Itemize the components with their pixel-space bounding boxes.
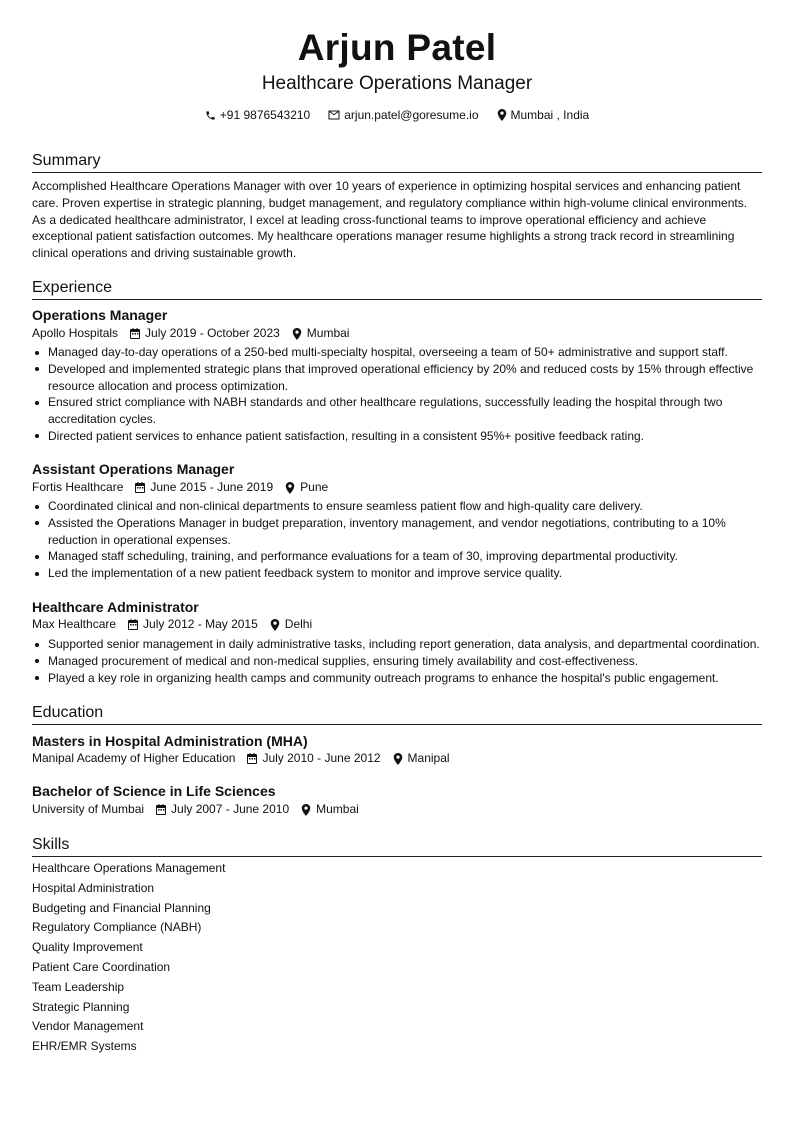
education-heading: Education [32, 702, 762, 725]
job-location: Mumbai [306, 326, 350, 340]
skill-item: Vendor Management [32, 1019, 144, 1034]
phone-text: +91 9876543210 [219, 108, 311, 122]
list-item: Managed day-to-day operations of a 250-bed multi-specialty hospital, overseeing a team of 50+ administrative and support staff. [32, 344, 767, 361]
phone-icon [205, 110, 216, 121]
job-bullets [32, 498, 767, 582]
location-pin-icon [497, 109, 507, 121]
contact-location [497, 108, 590, 122]
skill-item: Team Leadership [32, 979, 125, 994]
list-item: Ensured strict compliance with NABH standards and other healthcare regulations, successfully leading the hospital through two accreditation cycles. [32, 394, 767, 428]
list-item: Directed patient services to enhance patient satisfaction, resulting in a consistent 95%+ positive feedback rating. [32, 428, 767, 445]
job-title: Operations Manager [32, 307, 168, 323]
location-pin-icon [292, 328, 302, 340]
company-name: Apollo Hospitals [32, 326, 119, 340]
education-meta [32, 750, 450, 767]
contact-bar [0, 106, 794, 124]
calendar-icon [135, 482, 145, 493]
skills-heading: Skills [32, 834, 762, 857]
list-item: Led the implementation of a new patient feedback system to monitor and improve service quality. [32, 565, 767, 582]
education-meta [32, 801, 359, 818]
education-location: Manipal [407, 751, 450, 765]
summary-text: Accomplished Healthcare Operations Manager with over 10 years of experience in optimizing hospital services and enhancing patient care. Proven expertise in strategic planning, budget management, and regulatory compliance within high-volume clinical environments. As a dedicated healthcare administrator, I excel at leading cross-functional teams to improve operational efficiency and achieve exceptional patient satisfaction outcomes. My healthcare operations manager resume highlights a strong track record in streamlining clinical operations and driving sustainable growth. [32, 179, 748, 261]
skill-item: Hospital Administration [32, 880, 155, 895]
skill-item: Healthcare Operations Management [32, 861, 226, 875]
list-item: Coordinated clinical and non-clinical departments to ensure seamless patient flow and high-quality care delivery. [32, 498, 767, 515]
job-location: Pune [300, 480, 329, 494]
envelope-icon [328, 110, 340, 120]
company-name: Max Healthcare [32, 617, 117, 631]
company-name: Fortis Healthcare [32, 480, 124, 494]
job-meta [32, 616, 312, 633]
job-dates: June 2015 - June 2019 [150, 480, 274, 494]
calendar-icon [128, 619, 138, 630]
list-item: Supported senior management in daily administrative tasks, including report generation, data analysis, and departmental coordination. [32, 636, 767, 653]
job-title: Assistant Operations Manager [32, 461, 235, 477]
degree-title: Masters in Hospital Administration (MHA) [32, 733, 308, 749]
skill-item: Patient Care Coordination [32, 959, 171, 974]
list-item: Managed staff scheduling, training, and performance evaluations for a team of 30, improving departmental productivity. [32, 548, 767, 565]
job-meta [32, 325, 349, 342]
location-text: Mumbai , India [510, 108, 590, 122]
skill-item: Regulatory Compliance (NABH) [32, 920, 202, 935]
school-name: University of Mumbai [32, 802, 145, 816]
location-pin-icon [285, 482, 295, 494]
skill-item: Budgeting and Financial Planning [32, 900, 211, 915]
degree-title: Bachelor of Science in Life Sciences [32, 783, 276, 799]
list-item: Managed procurement of medical and non-medical supplies, ensuring timely availability and cost-effectiveness. [32, 653, 767, 670]
education-location: Mumbai [316, 802, 359, 816]
location-pin-icon [301, 804, 311, 816]
skill-item: Quality Improvement [32, 940, 143, 955]
calendar-icon [156, 804, 166, 815]
skill-item: EHR/EMR Systems [32, 1039, 137, 1054]
location-pin-icon [393, 753, 403, 765]
job-bullets [32, 344, 767, 445]
job-dates: July 2012 - May 2015 [143, 617, 258, 631]
skill-item: Strategic Planning [32, 999, 130, 1014]
school-name: Manipal Academy of Higher Education [32, 751, 236, 765]
email-text: arjun.patel@goresume.io [344, 108, 479, 122]
skills-list [32, 859, 432, 1057]
job-location: Delhi [284, 617, 313, 631]
summary-heading: Summary [32, 150, 762, 173]
job-meta [32, 479, 328, 496]
candidate-name: Arjun Patel [297, 27, 497, 68]
experience-heading: Experience [32, 277, 762, 300]
contact-email[interactable] [328, 108, 478, 122]
candidate-title: Healthcare Operations Manager [261, 73, 533, 94]
list-item: Developed and implemented strategic plans that improved operational efficiency by 20% and reduced costs by 15% through effective resource allocation and process optimization. [32, 361, 767, 395]
job-dates: July 2019 - October 2023 [145, 326, 280, 340]
job-bullets [32, 636, 767, 686]
location-pin-icon [270, 619, 280, 631]
list-item: Played a key role in organizing health camps and community outreach programs to enhance the hospital's public engagement. [32, 670, 767, 687]
job-title: Healthcare Administrator [32, 599, 199, 615]
calendar-icon [247, 753, 257, 764]
education-dates: July 2010 - June 2012 [262, 751, 381, 765]
education-dates: July 2007 - June 2010 [171, 802, 290, 816]
list-item: Assisted the Operations Manager in budget preparation, inventory management, and vendor negotiations, contributing to a 10% reduction in operational expenses. [32, 515, 767, 549]
calendar-icon [130, 328, 140, 339]
contact-phone[interactable] [205, 108, 310, 122]
